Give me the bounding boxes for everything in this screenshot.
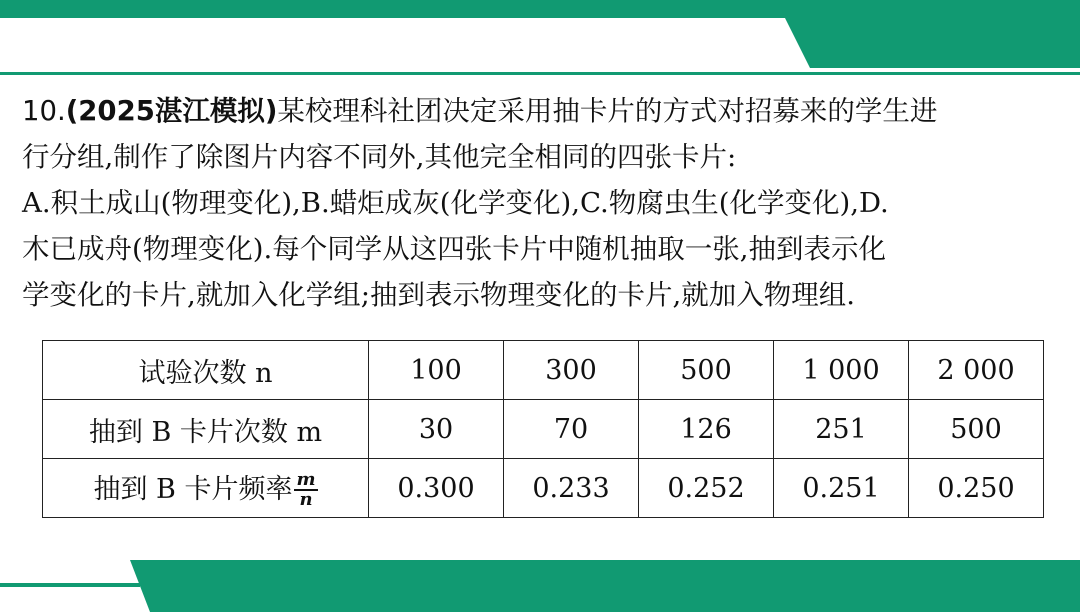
question-line-2: 行分组,制作了除图片内容不同外,其他完全相同的四张卡片:: [22, 141, 737, 173]
row-label-text: 抽到 B 卡片频率: [93, 473, 293, 505]
fraction-numerator: m: [296, 469, 316, 491]
fraction-denominator: n: [299, 489, 313, 511]
question-number: 10.: [22, 95, 66, 127]
top-banner: [0, 0, 1080, 18]
row-label: 试验次数 n: [43, 341, 369, 400]
table-cell: 2 000: [909, 341, 1044, 400]
row-label: 抽到 B 卡片次数 m: [43, 400, 369, 459]
table-cell: 0.300: [369, 459, 504, 518]
table-cell: 126: [639, 400, 774, 459]
table-cell: 500: [909, 400, 1044, 459]
question-text: [22, 88, 1062, 318]
question-line-5: 学变化的卡片,就加入化学组;抽到表示物理变化的卡片,就加入物理组.: [22, 279, 855, 311]
table-cell: 100: [369, 341, 504, 400]
table-cell: 0.251: [774, 459, 909, 518]
table-row: [43, 341, 1044, 400]
top-divider-line: [0, 72, 1080, 75]
table-cell: 251: [774, 400, 909, 459]
table-cell: 30: [369, 400, 504, 459]
question-line-1: [22, 88, 1062, 134]
table-cell: 0.250: [909, 459, 1044, 518]
question-line-4: 木已成舟(物理变化).每个同学从这四张卡片中随机抽取一张,抽到表示化: [22, 233, 886, 265]
table-cell: 1 000: [774, 341, 909, 400]
table-cell: 500: [639, 341, 774, 400]
bottom-banner: [0, 560, 1080, 612]
row-label: [43, 459, 369, 518]
bottom-divider-line: [0, 583, 140, 587]
table-row: [43, 459, 1044, 518]
table-cell: 0.233: [504, 459, 639, 518]
table-cell: 0.252: [639, 459, 774, 518]
table-row: [43, 400, 1044, 459]
question-source: (2025湛江模拟): [65, 95, 278, 127]
table-cell: 70: [504, 400, 639, 459]
table-cell: 300: [504, 341, 639, 400]
fraction-m-over-n: [294, 471, 317, 509]
question-line-3: A.积土成山(物理变化),B.蜡炬成灰(化学变化),C.物腐虫生(化学变化),D.: [22, 187, 889, 219]
question-line-1-text: 某校理科社团决定采用抽卡片的方式对招募来的学生进: [277, 95, 938, 127]
data-table: [42, 340, 1044, 518]
